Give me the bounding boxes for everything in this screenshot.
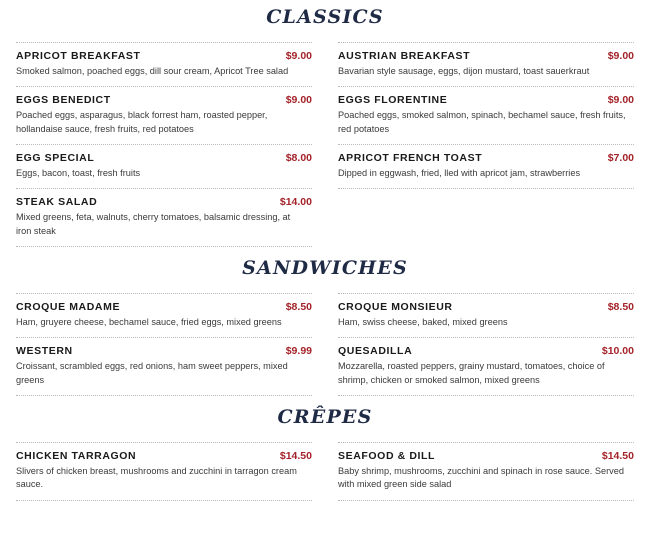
menu-item-name: EGGS BENEDICT: [16, 94, 111, 107]
menu-item-price: $9.00: [285, 94, 312, 107]
menu-item-name: WESTERN: [16, 345, 73, 358]
menu-column: [338, 42, 634, 247]
menu-item-description: Smoked salmon, poached eggs, dill sour cream, Apricot Tree salad: [16, 66, 289, 76]
menu-item-price: $9.99: [285, 345, 312, 358]
section-columns: [16, 42, 634, 247]
menu-item-header: [16, 450, 312, 462]
menu-item-price: $14.50: [279, 450, 312, 463]
menu-item-header: [338, 345, 634, 357]
menu-item-header: [338, 450, 634, 462]
menu-item-description: Ham, swiss cheese, baked, mixed greens: [338, 317, 508, 328]
menu-item-header: [338, 94, 634, 106]
menu-item-name: STEAK SALAD: [16, 196, 98, 209]
menu-item: [16, 145, 312, 189]
menu-item-description: Bavarian style sausage, eggs, dijon mustard, toast sauerkraut: [338, 66, 590, 76]
menu-item-header: [16, 345, 312, 357]
menu-item-price: $9.00: [285, 50, 312, 62]
menu-item-description: Poached eggs, asparagus, black forrest ham, roasted pepper, hollandaise sauce, fresh fruits, red potatoes: [16, 110, 268, 134]
menu-item-name: SEAFOOD & DILL: [338, 450, 436, 463]
menu-item-name: CHICKEN TARRAGON: [16, 450, 137, 463]
menu-column: [16, 42, 312, 247]
menu-item-description: Poached eggs, smoked salmon, spinach, bechamel sauce, fresh fruits, red potatoes: [338, 110, 626, 134]
menu-item-description: Mozzarella, roasted peppers, grainy mustard, tomatoes, choice of shrimp, chicken or smoked salmon, mixed greens: [338, 361, 605, 385]
menu-item-header: [338, 50, 634, 62]
section-title: SANDWICHES: [242, 257, 408, 280]
menu-item-name: QUESADILLA: [338, 345, 413, 358]
menu-item: [16, 87, 312, 145]
menu-item-description: Dipped in eggwash, fried, lled with apricot jam, strawberries: [338, 168, 581, 179]
menu-item: [16, 293, 312, 338]
menu-column: [338, 442, 634, 501]
menu-item-description: Baby shrimp, mushrooms, zucchini and spinach in rose sauce. Served with mixed green side salad: [338, 466, 624, 490]
menu-item: [16, 338, 312, 396]
menu-item-description: Ham, gruyere cheese, bechamel sauce, fried eggs, mixed greens: [16, 317, 282, 328]
menu-item: [338, 145, 634, 189]
menu-item-price: $7.00: [607, 152, 634, 165]
menu-item: [16, 42, 312, 87]
menu-item-price: $8.50: [285, 301, 312, 314]
menu-item-price: $8.00: [285, 152, 312, 165]
menu-item: [16, 442, 312, 501]
menu-item-header: [338, 301, 634, 313]
menu-item-name: APRICOT FRENCH TOAST: [338, 152, 483, 165]
menu-item-price: $14.50: [601, 450, 634, 463]
menu-item-header: [16, 94, 312, 106]
menu-item: [338, 42, 634, 87]
menu-item-header: [338, 152, 634, 164]
menu-item-price: $8.50: [607, 301, 634, 314]
menu-column: [16, 293, 312, 396]
menu-item-header: [16, 50, 312, 62]
menu-item-description: Mixed greens, feta, walnuts, cherry tomatoes, balsamic dressing, at iron steak: [16, 212, 291, 236]
menu-item-name: CROQUE MONSIEUR: [338, 301, 453, 314]
menu-item-name: AUSTRIAN BREAKFAST: [338, 50, 471, 62]
menu-item-name: EGG SPECIAL: [16, 152, 95, 165]
section-columns: [16, 442, 634, 501]
menu-item-price: $10.00: [601, 345, 634, 358]
menu-item-header: [16, 301, 312, 313]
menu-item-price: $14.00: [279, 196, 312, 209]
menu-item-name: CROQUE MADAME: [16, 301, 121, 314]
menu-item-price: $9.00: [607, 50, 634, 62]
section-title: CLASSICS: [266, 6, 384, 28]
menu-item-header: [16, 152, 312, 164]
menu-column: [16, 442, 312, 501]
menu-item-name: EGGS FLORENTINE: [338, 94, 448, 107]
menu-item-description: Eggs, bacon, toast, fresh fruits: [16, 168, 141, 179]
menu-item-price: $9.00: [607, 94, 634, 107]
menu-item-description: Croissant, scrambled eggs, red onions, ham sweet peppers, mixed greens: [16, 361, 288, 385]
menu-item: [16, 189, 312, 247]
menu-item: [338, 293, 634, 338]
menu-column: [338, 293, 634, 396]
menu-item: [338, 87, 634, 145]
menu-item-header: [16, 196, 312, 208]
menu-item: [338, 442, 634, 501]
menu-item-description: Slivers of chicken breast, mushrooms and zucchini in tarragon cream sauce.: [16, 466, 297, 490]
menu-item-name: APRICOT BREAKFAST: [16, 50, 141, 62]
section-title: CRÊPES: [277, 406, 373, 429]
section-columns: [16, 293, 634, 396]
menu-item: [338, 338, 634, 396]
